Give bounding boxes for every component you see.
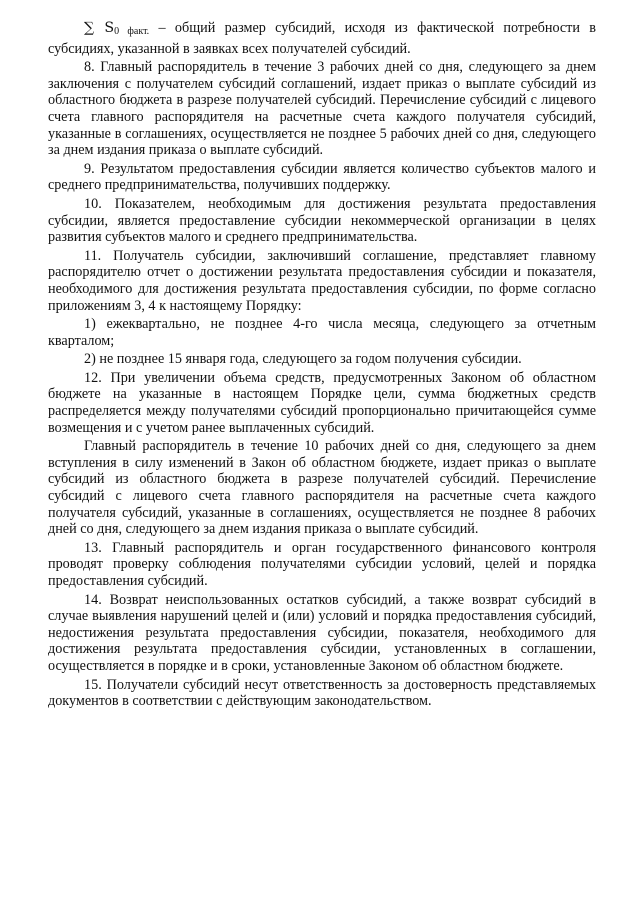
paragraph-15: 15. Получатели субсидий несут ответственность за достоверность представляемых документов в соответствии с действующим законодательством.: [48, 676, 596, 710]
paragraph-10: 10. Показателем, необходимым для достижения результата предоставления субсидии, является предоставление субсидии некоммерческой организации в целях развития субъектов малого и среднего предпринимательства.: [48, 195, 596, 246]
paragraph-9: 9. Результатом предоставления субсидии является количество субъектов малого и среднего предпринимательства, получивших поддержку.: [48, 160, 596, 194]
paragraph-14: 14. Возврат неиспользованных остатков субсидий, а также возврат субсидий в случае выявления нарушений целей и (или) условий и порядка предоставления субсидий, недостижения результата предоставления субсидии, показателя, необходимого для достижения результата предоставления субсидии, установленных в соглашении, осуществляется в порядке и в сроки, установленные Законом об областном бюджете.: [48, 591, 596, 674]
paragraph-12-continued: Главный распорядитель в течение 10 рабочих дней со дня, следующего за днем вступления в силу изменений в Закон об областном бюджете, издает приказ о выплате субсидий из областного бюджета в разрезе получателей субсидий. Перечисление субсидий с лицевого счета главного распорядителя на расчетные счета каждого получателя субсидий, указанные в соглашениях, осуществляется не позднее 8 рабочих дней со дня, следующего за днем издания приказа о выплате субсидий.: [48, 438, 596, 538]
paragraph-11-item-2: 2) не позднее 15 января года, следующего за годом получения субсидии.: [84, 351, 522, 368]
document-page: [48, 20, 596, 712]
paragraph-11: 11. Получатель субсидии, заключивший соглашение, представляет главному распорядителю отчет о достижении результата предоставления субсидии и показателя, необходимого для достижения результата предоставления субсидии, по форме согласно приложениям 3, 4 к настоящему Порядку:: [48, 247, 596, 314]
formula-paragraph: [48, 20, 596, 57]
paragraph-12: 12. При увеличении объема средств, предусмотренных Законом об областном бюджете на указанные в настоящем Порядке цели, сумма бюджетных средств распределяется между получателями субсидий пропорционально причитающейся сумме возмещения и с учетом ранее выплаченных субсидий.: [48, 369, 596, 436]
formula-subscript: 0 факт.: [114, 26, 150, 37]
paragraph-13: 13. Главный распорядитель и орган государственного финансового контроля проводят проверку соблюдения получателями субсидии условий, целей и порядка предоставления субсидий.: [48, 539, 596, 589]
paragraph-11-item-1: 1) ежеквартально, не позднее 4-го числа месяца, следующего за отчетным кварталом;: [48, 316, 596, 349]
paragraph-8: 8. Главный распорядитель в течение 3 рабочих дней со дня, следующего за днем заключения с получателем субсидий соглашений, издает приказ о выплате субсидий из областного бюджета в разрезе получателей субсидий. Перечисление субсидий с лицевого счета главного распорядителя на расчетные счета каждого получателя субсидий, указанные в соглашениях, осуществляется не позднее 5 рабочих дней со дня, следующего за днем издания приказа о выплате субсидий.: [48, 59, 596, 159]
formula-description: – общий размер субсидий, исходя из фактической потребности в субсидиях, указанной в заявках всех получателей субсидий.: [48, 20, 597, 57]
sum-symbol: ∑ S: [84, 20, 115, 36]
